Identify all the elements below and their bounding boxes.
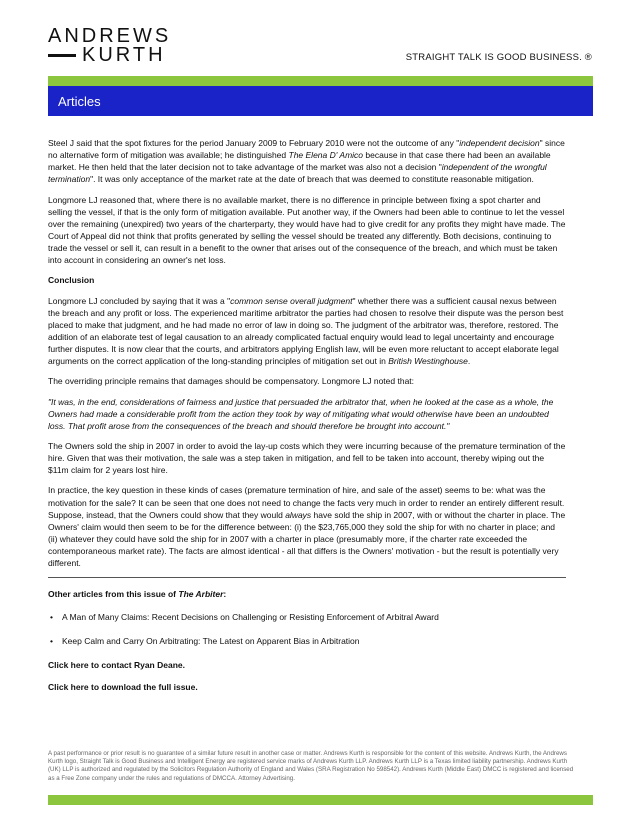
text-run: ". It was only acceptance of the market rate at the date of breach that was deemed to constitute reasonable mitigation. <box>90 174 534 185</box>
text-run: " since no alternative form of mitigation was available; he distinguished <box>48 138 565 161</box>
article-body <box>48 137 566 703</box>
logo-bar <box>48 54 76 57</box>
italic-text: common sense overall judgment <box>230 295 353 306</box>
logo-line2-text: KURTH <box>82 44 166 66</box>
conclusion-heading: Conclusion <box>48 275 95 286</box>
paragraph-2: Longmore LJ reasoned that, where there is no available market, there is no difference in principle between fixing a spot charter and selling the vessel, if that is the only form of mitigation available. Put another way, if the Owners had been able to continue to let the vessel over the remaining (unexpired) two years of the charterparty, they would have had to give credit for any profits they might have made. The Court of Appeal did not think that profits generated by selling the vessel should be treated any differently. Both decisions, continuing to trade the vessel or sell it, can result in a benefit to the owner that arises out of the consequence of the breach, and which must be taken into account in considering an owner's net loss. <box>48 194 566 266</box>
text-run: Steel J said that the spot fixtures for the period January 2009 to February 2010 were not the outcome of any " <box>48 138 460 148</box>
italic-text: The Elena D' Amico <box>288 150 364 161</box>
logo-line1: ANDREWS <box>48 25 172 47</box>
paragraph-5: The Owners sold the ship in 2007 in order to avoid the lay-up costs which they were incurring because of the premature termination of the hire. Given that was their motivation, the sale was a step taken in mitigation, and fell to be taken into account, thereby wiping out the $11m claim for 2 years lost hire. <box>48 440 566 476</box>
contact-link[interactable]: Click here to contact Ryan Deane. <box>48 659 185 670</box>
section-title: Articles <box>58 94 101 109</box>
andrews-kurth-logo[interactable] <box>48 26 171 65</box>
other-title-suffix: : <box>223 589 227 600</box>
green-divider-bottom <box>48 795 593 805</box>
paragraph-3 <box>48 295 566 368</box>
tagline: STRAIGHT TALK IS GOOD BUSINESS. ® <box>405 52 592 63</box>
other-title-prefix: Other articles from this issue of <box>48 589 179 600</box>
paragraph-1 <box>48 137 566 186</box>
quote-block: "It was, in the end, considerations of fairness and justice that persuaded the arbitrator that, when he looked at the case as a whole, the Owners had made a considerable profit from the action they took by way of mitigating what would otherwise have been an undoubted loss. That profit arose from the consequences of the breach and should therefore be brought into account." <box>48 396 554 431</box>
text-run: have sold the ship in 2007, with or without the charter in place. The Owners' claim would then seem to be for the difference between: (i) the $23,765,000 they sold the ship for with no charter in place; and (ii) whatever they could have sold the ship for in 2007 with a charter in place (presumably more, if the charter rate exceeded the contemporaneous market rate). The facts are almost identical - all that differs is the Owners' motivation - but the result is potentially very different. <box>48 509 566 569</box>
italic-text: independent of the wrongful termination <box>48 162 547 185</box>
italic-text: always <box>285 509 312 520</box>
paragraph-4: The overriding principle remains that damages should be compensatory. Longmore LJ noted that: <box>48 376 415 387</box>
text-run: " whether there was a sufficient causal nexus between the breach and any profit or loss. The experienced maritime arbitrator the parties had chosen to resolve their dispute was the person best placed to make that judgment, and he had made no error of law in doing so. The judgment of the arbitrator was, therefore, restored. The addition of an elaborate test of legal causation to an already complicated factual enquiry would lead to legal uncertainty and encourage further disputes. It is now clear that the courts, and arbitrators applying English law, will be even more reluctant to accept elaborate legal arguments on the correct application of the long-standing principles of mitigation set out in <box>48 295 564 367</box>
list-item[interactable]: • A Man of Many Claims: Recent Decisions on Challenging or Resisting Enforcement of Arbitral Award <box>48 611 566 623</box>
text-run: . <box>467 356 471 367</box>
section-banner <box>48 86 593 116</box>
italic-text: British Westinghouse <box>388 356 468 367</box>
logo-line2 <box>82 45 171 65</box>
paragraph-6 <box>48 484 566 569</box>
download-link[interactable]: Click here to download the full issue. <box>48 681 198 692</box>
text-run: Longmore LJ concluded by saying that it was a " <box>48 295 231 306</box>
section-rule <box>48 577 566 578</box>
other-title-publication: The Arbiter <box>178 589 224 600</box>
disclaimer: A past performance or prior result is no guarantee of a similar future result in another case or matter. Andrews Kurth is responsible for the content of this website. Andrews Kurth, the Andrews Kurth logo, Straight Talk is Good Business and Intelligent Energy are registered service marks of Andrews Kurth LLP. Andrews Kurth LLP is a Texas limited liability partnership. Andrews Kurth (UK) LLP is authorized and regulated by the Solicitors Regulation Authority of England and Wales (SRA Registration No 598542). Andrews Kurth (Middle East) DMCC is registered and licensed as a Free Zone company under the rules and regulations of DMCCA. Attorney Advertising. <box>48 750 574 782</box>
italic-text: independent decision <box>459 138 540 148</box>
text-run: because in that case there had been an available market. He then held that the later decision not to take advantage of the market was also not a decision " <box>48 150 551 173</box>
text-run: In practice, the key question in these kinds of cases (premature termination of hire, and sale of the asset) seems to be: what was the motivation for the sale? It can be seen that one does not need to change the facts very much in order to render an entirely different result. Suppose, instead, that the Owners could show that they would <box>48 485 565 520</box>
other-articles-list <box>48 611 566 647</box>
other-articles-heading <box>48 588 566 600</box>
list-item[interactable]: • Keep Calm and Carry On Arbitrating: The Latest on Apparent Bias in Arbitration <box>48 635 566 647</box>
green-divider-top <box>48 76 593 86</box>
